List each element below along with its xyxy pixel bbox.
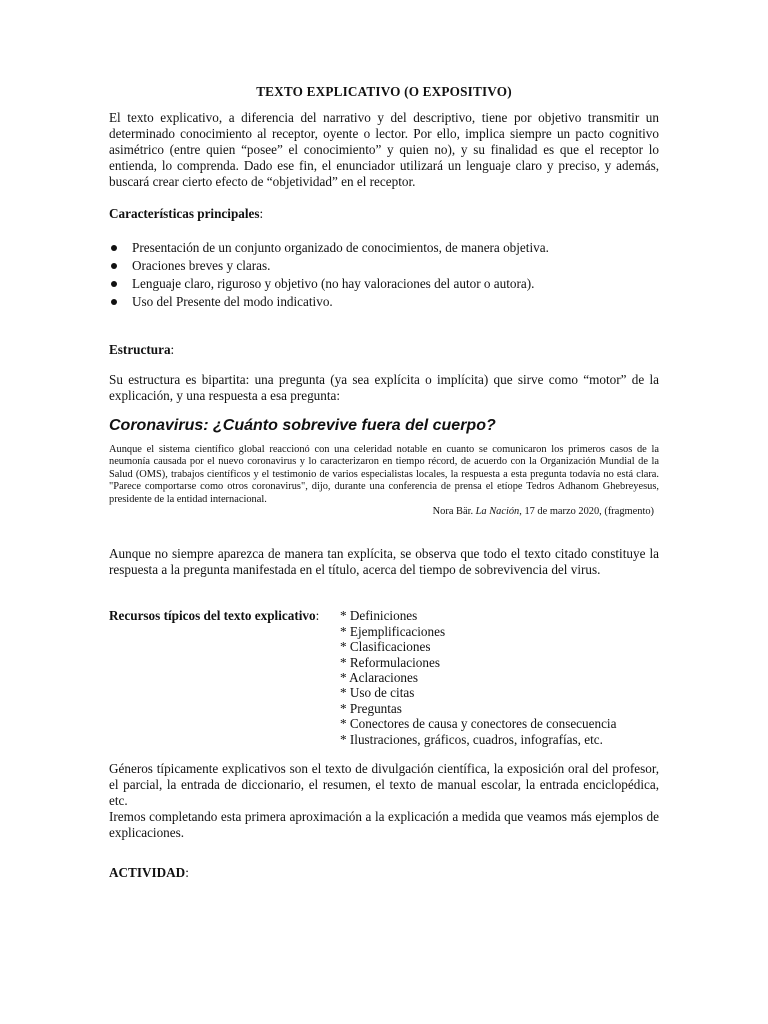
structure-heading: Estructura: bbox=[109, 342, 175, 357]
feature-item: Presentación de un conjunto organizado de conocimientos, de manera objetiva. bbox=[109, 240, 659, 256]
bullet-icon bbox=[111, 281, 117, 287]
structure-paragraph: Su estructura es bipartita: una pregunta (ya sea explícita o implícita) que sirve como “motor” de la explicación, y una respuesta a esa pregunta: bbox=[109, 372, 659, 403]
analysis-paragraph: Aunque no siempre aparezca de manera tan explícita, se observa que todo el texto citado constituye la respuesta a la pregunta manifestada en el título, acerca del tiempo de sobrevivencia del virus. bbox=[109, 546, 659, 578]
resources-list bbox=[340, 608, 616, 747]
resource-item: * Ejemplificaciones bbox=[340, 623, 446, 639]
example-citation: Nora Bär. La Nación, 17 de marzo 2020, (fragmento) bbox=[432, 506, 654, 518]
resource-item: * Aclaraciones bbox=[340, 670, 418, 686]
activity-heading: ACTIVIDAD: bbox=[109, 865, 189, 881]
feature-item: Uso del Presente del modo indicativo. bbox=[109, 294, 659, 310]
example-text: Aunque el sistema científico global reaccionó con una celeridad notable en cuanto se comunicaron los primeros casos de la neumonía causada por el nuevo coronavirus y lo caracterizaron en tiempo récord, de acuerdo con la Organización Mundial de la Salud (OMS), trabajos científicos y el testimonio de varios especialistas locales, la respuesta a esta pregunta todavía no está clara. "Parece comportarse como otros coronavirus", dijo, durante una conferencia de prensa el etíope Tedros Adhanom Ghebreyesus, presidente de la entidad internacional. bbox=[109, 444, 659, 505]
structure-heading-label: Estructura bbox=[109, 342, 171, 357]
features-heading: Características principales: bbox=[109, 206, 264, 221]
resource-item: * Uso de citas bbox=[340, 685, 415, 701]
resources-section bbox=[109, 608, 659, 747]
citation-source: La Nación bbox=[475, 506, 520, 518]
resource-item: * Reformulaciones bbox=[340, 654, 440, 670]
bullet-icon bbox=[111, 263, 117, 269]
example-title: Coronavirus: ¿Cuánto sobrevive fuera del cuerpo? bbox=[109, 417, 496, 434]
bullet-icon bbox=[111, 245, 117, 251]
genres-paragraph: Géneros típicamente explicativos son el texto de divulgación científica, la exposición oral del profesor, el parcial, la entrada de diccionario, el resumen, el texto de manual escolar, la entrada enciclopédica, etc. bbox=[109, 761, 659, 809]
features-list bbox=[109, 240, 659, 310]
document-page bbox=[109, 84, 659, 881]
bullet-icon bbox=[111, 299, 117, 305]
resource-item: * Definiciones bbox=[340, 608, 418, 624]
closing-paragraph: Iremos completando esta primera aproximación a la explicación a medida que veamos más ejemplos de explicaciones. bbox=[109, 809, 659, 841]
resource-item: * Clasificaciones bbox=[340, 639, 431, 655]
features-heading-label: Características principales bbox=[109, 206, 260, 221]
resource-item: * Preguntas bbox=[340, 700, 402, 716]
intro-paragraph: El texto explicativo, a diferencia del narrativo y del descriptivo, tiene por objetivo transmitir un determinado conocimiento al receptor, oyente o lector. Por ello, implica siempre un pacto cognitivo asimétrico (entre quien “posee” el conocimiento” y quien no), y su finalidad es que el receptor lo entienda, lo comprenda. Dado ese fin, el enunciador utilizará un lenguaje claro y preciso, y además, buscará crear cierto efecto de “objetividad” en el receptor. bbox=[109, 110, 659, 189]
resource-item: * Ilustraciones, gráficos, cuadros, infografías, etc. bbox=[340, 731, 603, 747]
document-title: TEXTO EXPLICATIVO (O EXPOSITIVO) bbox=[256, 84, 512, 99]
resource-item: * Conectores de causa y conectores de consecuencia bbox=[340, 716, 617, 732]
feature-item: Oraciones breves y claras. bbox=[109, 258, 659, 274]
feature-item: Lenguaje claro, riguroso y objetivo (no hay valoraciones del autor o autora). bbox=[109, 276, 659, 292]
resources-heading: Recursos típicos del texto explicativo: bbox=[109, 608, 320, 624]
